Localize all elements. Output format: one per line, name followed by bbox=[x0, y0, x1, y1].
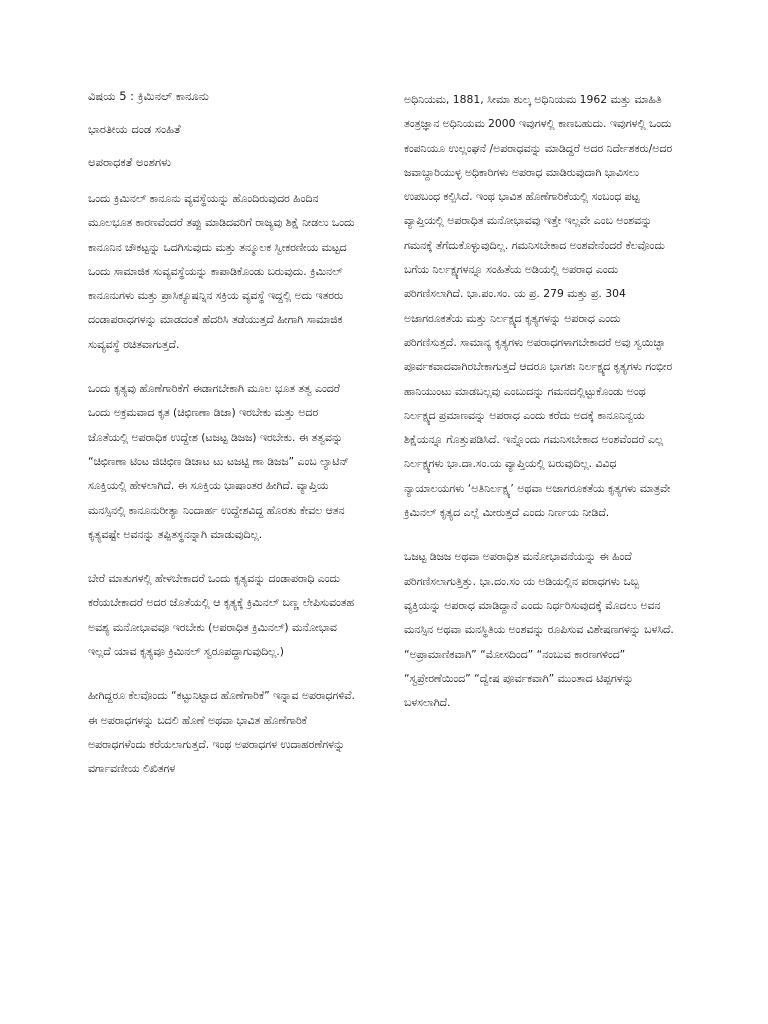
subject-heading: ವಿಷಯ 5 : ಕ್ರಿಮಿನಲ್ ಕಾನೂನು bbox=[88, 89, 209, 103]
right-column bbox=[404, 88, 674, 735]
paragraph: ಒಂದು ಕ್ರಿಮಿನಲ್ ಕಾನೂನು ವ್ಯವಸ್ಥೆಯನ್ನು ಹೊಂದಿರುವುದರ ಹಿಂದಿನ ಮೂಲಭೂತ ಕಾರಣವೆಂದರೆ ತಪ್ಪು ಮಾಡಿದವರಿಗೆ ರಾಜ್ಯವು ಶಿಕ್ಷೆ ನೀಡಲು ಒಂದು ಕಾನೂನಿನ ಚೌಕಟ್ಟನ್ನು ಒದಗಿಸುವುದು ಮತ್ತು ತನ್ಮೂಲಕ ಸ್ವೀಕರಣೀಯ ಮಟ್ಟದ ಒಂದು ಸಾಮಾಜಿಕ ಸುವ್ಯವಸ್ಥೆಯನ್ನು ಕಾಪಾಡಿಕೊಂಡು ಬರುವುದು. ಕ್ರಿಮಿನಲ್ ಕಾನೂನುಗಳು ಮತ್ತು ಪ್ರಾಸಿಕ್ಯೂಷನ್ನಿನ ಸಕ್ರಿಯ ವ್ಯವಸ್ಥೆ ಇದ್ದಲ್ಲಿ ಅದು ಇತರರು ದಂಡಾಪರಾಧಗಳನ್ನು ಮಾಡದಂತೆ ಹೆದರಿಸಿ ತಡೆಯುತ್ತದೆ ಹೀಗಾಗಿ ಸಾಮಾಜಿಕ ಸುವ್ಯವಸ್ಥೆ ರಚಿತವಾಗುತ್ತದೆ. bbox=[88, 192, 355, 351]
paragraph: ಹೀಗಿದ್ದರೂ ಕೆಲವೊಂದು “ಕಟ್ಟುನಿಟ್ಟಾದ ಹೊಣೆಗಾರಿಕೆ” ಇನ್ನಾವ ಅಪರಾಧಗಳಿವೆ. ಈ ಅಪರಾಧಗಳನ್ನು ಬದಲಿ ಹೊಣೆ ಅಥವಾ ಭಾವಿತ ಹೊಣೆಗಾರಿಕೆ ಅಪರಾಧಗಳೆಂದು ಕರೆಯಲಾಗುತ್ತದೆ. ಇಂಥ ಅಪರಾಧಗಳ ಉದಾಹರಣೆಗಳನ್ನು ವರ್ಗಾವಣೀಯ ಲಿಖಿತಗಳ bbox=[88, 689, 355, 776]
paragraph: ಒಂದು ಕೃತ್ಯವು ಹೊಣೆಗಾರಿಕೆಗೆ ಈಡಾಗಬೇಕಾಗಿ ಮೂಲ ಭೂತ ತತ್ವ ಎಂದರೆ ಒಂದು ಅಕ್ರಮವಾದ ಕೃತ (ಚಿಛಿಣಣಾ ಡಿಜಾ) ಇರಬೇಕು ಮತ್ತು ಅದರ ಜೊತೆಯಲ್ಲಿ ಅಪರಾಧಿಕ ಉದ್ದೇಶ (ಟಜಟ್ಟ ಡಿಜಜ) ಇರಬೇಕು. ಈ ತತ್ವವನ್ನು “ಚಿಛಿಣಣಾ ಟಿಂಟ ಜಿಚಿಛಿಣ ಡಿಜಾಟ ಟು ಟಜಟ್ಟಿ ಣಾ ಡಿಜಜ” ಎಂಬ ಲ್ಯಾಟಿನ್ ಸೂಕ್ತಿಯಲ್ಲಿ ಹೇಳಲಾಗಿದೆ. ಈ ಸೂಕ್ತಿಯ ಭಾಷಾಂತರ ಹೀಗಿದೆ. ವ್ಯಾಪ್ತಿಯ ಮನಸ್ಸಿನಲ್ಲಿ ಕಾನೂನುರೀತ್ಯಾ ನಿಂದಾರ್ಹ ಉದ್ದೇಶವಿದ್ದ ಹೊರತು ಕೇವಲ ಆತನ ಕೃತ್ಯವಷ್ಟೇ ಅವನನ್ನು ತಪ್ಪಿತಸ್ಥನನ್ನಾಗಿ ಮಾಡುವುದಿಲ್ಲ. bbox=[88, 382, 349, 541]
left-column bbox=[88, 88, 360, 802]
paragraph: ಒಜಟ್ಟ ಡಿಜಜ ಅಥವಾ ಅಪರಾಧಿತ ಮನೋಭಾವನೆಯನ್ನು ಈ ಹಿಂದೆ ಪರಿಗಣಿಸಲಾಗುತ್ತಿತ್ತು. ಭಾ.ದಂ.ಸಂ ಯ ಅಡಿಯಲ್ಲಿನ ಪರಾಧಗಳು ಒಬ್ಬ ವ್ಯಕ್ತಿಯನ್ನು ಅಪರಾಧ ಮಾಡಿದ್ದಾನೆ ಎಂದು ನಿರ್ಧರಿಸುವುದಕ್ಕೆ ಮೊದಲು ಅವನ ಮನಸ್ಸಿನ ಅಥವಾ ಮನಸ್ಥಿತಿಯ ಅಂಶವನ್ನು ರೂಪಿಸುವ ವಿಶೇಷಣಗಳನ್ನು ಬಳಸಿದೆ. “ಅಪ್ರಾಮಾಣಿಕವಾಗಿ” “ಮೋಸದಿಂದ” “ನಂಬುವ ಕಾರಣಗಳಿಂದ” “ಸ್ವಪ್ರೇರಣೆಯಿಂದ” “ದ್ವೇಷ ಪೂರ್ವಕವಾಗಿ” ಮುಂತಾದ ಟಿಪ್ಪಗಳನ್ನು ಬಳಸಲಾಗಿದೆ. bbox=[404, 550, 674, 710]
section-heading: ಅಪರಾಧಕತೆ ಅಂಶಗಳು bbox=[88, 155, 172, 169]
paragraph: ಅಧಿನಿಯಮ, 1881, ಸೀಮಾ ಶುಲ್ಕ ಅಧಿನಿಯಮ 1962 ಮತ್ತು ಮಾಹಿತಿ ತಂತ್ರಜ್ಞಾನ ಅಧಿನಿಯಮ 2000 ಇವುಗಳಲ್ಲಿ ಕಾಣಬಹುದು. ಇವುಗಳಲ್ಲಿ ಒಂದು ಕಂಪನಿಯೂ ಉಲ್ಲಂಘನೆ /ಅಪರಾಧವನ್ನು ಮಾಡಿದ್ದರೆ ಅದರ ನಿರ್ದೇಶಕರು/ಅದರ ಜವಾಬ್ದಾರಿಯುಳ್ಳ ಅಧಿಕಾರಿಗಳು ಅಪರಾಧ ಮಾಡಿರುವುದಾಗಿ ಭಾವಿಸಲು ಉಪಬಂಧ ಕಲ್ಪಿಸಿದೆ. ಇಂಥ ಭಾವಿತ ಹೊಣೆಗಾರಿಕೆಯಲ್ಲಿ ಸಂಬಂಧ ಪಟ್ಟ ವ್ಯಾಪ್ತಿಯಲ್ಲಿ ಅಪರಾಧಿತ ಮನೋಭಾವವು ಇತ್ತೇ ಇಲ್ಲವೇ ಎಂಬ ಅಂಶವನ್ನು ಗಮನಕ್ಕೆ ತೆಗೆದುಕೊಳ್ಳುವುದಿಲ್ಲ. ಗಮನಿಸಬೇಕಾದ ಅಂಶವೇನೆಂದರೆ ಕೆಲವೊಂದು ಬಗೆಯ ನಿರ್ಲಕ್ಷ್ಯಗಳನ್ನೂ ಸಂಹಿತೆಯ ಅಡಿಯಲ್ಲಿ ಅಪರಾಧ ಎಂದು ಪರಿಗಣಿಸಲಾಗಿದೆ. ಭಾ.ಪಂ.ಸಂ. ಯ ಪ್ರ. 279 ಮತ್ತು ಪ್ರ. 304 ಅಜಾಗರೂಕತೆಯ ಮತ್ತು ನಿರ್ಲಕ್ಷ್ಯದ ಕೃತ್ಯಗಳನ್ನು ಅಪರಾಧ ಎಂದು ಪರಿಗಣಿಸುತ್ತದೆ. ಸಾಮಾನ್ಯ ಕೃತ್ಯಗಳು ಅಪರಾಧಗಳಾಗಬೇಕಾದರೆ ಅವು ಸ್ವಯಿಚ್ಛಾ ಪೂರ್ವಕವಾದವಾಗಿರಬೇಕಾಗುತ್ತದೆ ಆದರೂ ಭಾಗಶಃ ನಿರ್ಲಕ್ಷ್ಯದ ಕೃತ್ಯಗಳು ಗಂಭೀರ ಹಾನಿಯುಂಟು ಮಾಡಬಲ್ಲವು ಎಂಬುದನ್ನು ಗಮನದಲ್ಲಿಟ್ಟುಕೊಂಡು ಅಂಥ ನಿರ್ಲಕ್ಷ್ಯದ ಪ್ರಮಾಣವನ್ನು ಅಪರಾಧ ಎಂದು ಕರೆದು ಅದಕ್ಕೆ ಕಾನೂನಿನ್ವಯ ಶಿಕ್ಷೆಯನ್ನೂ ಗೊತ್ತುಪಡಿಸಿದೆ. ಇನ್ನೊಂದು ಗಮನಿಸಬೇಕಾದ ಅಂಶವೆಂದರೆ ಎಲ್ಲ ನಿರ್ಲಕ್ಷ್ಯಗಳು ಭಾ.ದಾ.ಸಂ.ಯ ವ್ಯಾಪ್ತಿಯಲ್ಲಿ ಬರುವುದಿಲ್ಲ. ವಿವಿಧ ನ್ಯಾಯಾಲಯಗಳು ‘ಅತಿನಿರ್ಲಕ್ಷ್ಯ’ ಅಥವಾ ಅಜಾಗರೂಕತೆಯ ಕೃತ್ಯಗಳು ಮಾತ್ರವೇ ಕ್ರಿಮಿನಲ್ ಕೃತ್ಯದ ಎಲ್ಲೆ ಮೀರುತ್ತದೆ ಎಂದು ನಿರ್ಣಯ ನೀಡಿದೆ. bbox=[404, 93, 673, 520]
paragraph: ಬೇರೆ ಮಾತುಗಳಲ್ಲಿ ಹೇಳಬೇಕಾದರೆ ಒಂದು ಕೃತ್ಯವನ್ನು ದಂಡಾಪರಾಧಿ ಎಂದು ಕರೆಯಬೇಕಾದರೆ ಅದರ ಜೊತೆಯಲ್ಲಿ ಆ ಕೃತ್ಯಕ್ಕೆ ಕ್ರಿಮಿನಲ್ ಬಣ್ಣ ಲೇಪಿಸುವಂತಹ ಅವಶ್ಯ ಮನೋಭಾವವೂ ಇರಬೇಕು (ಅಪರಾಧಿತ ಕ್ರಿಮಿನಲ್) ಮನೋಭಾವ ಇಲ್ಲದೆ ಯಾವ ಕೃತ್ಯವೂ ಕ್ರಿಮಿನಲ್ ಸ್ವರೂಪದ್ದಾಗುವುದಿಲ್ಲ.) bbox=[88, 572, 354, 659]
code-heading: ಭಾರತೀಯ ದಂಡ ಸಂಹಿತೆ bbox=[88, 122, 181, 136]
